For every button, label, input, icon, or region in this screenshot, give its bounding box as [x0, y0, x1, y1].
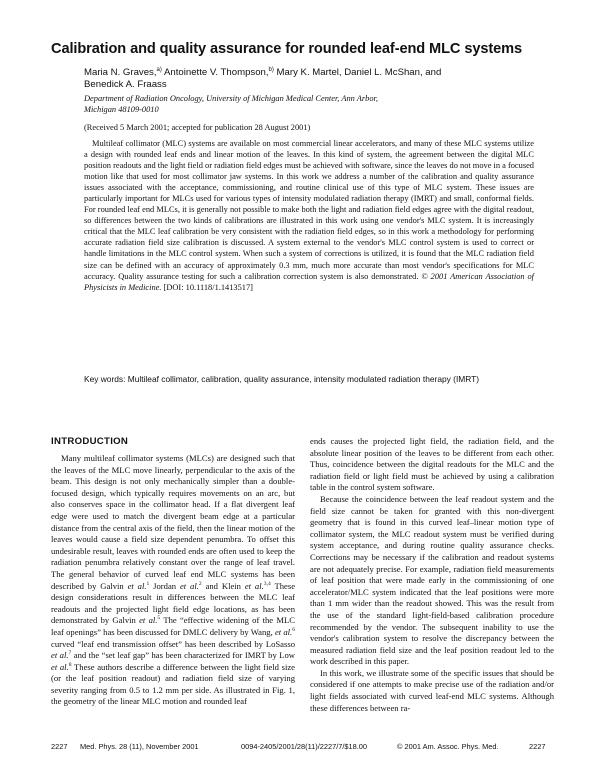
affiliation: Department of Radiation Oncology, University of Michigan Medical Center, Ann Arbor, Michigan 48109-0010 — [84, 94, 378, 114]
abstract-copyright: © 2001 American Association of Physicists in Medicine. — [84, 271, 535, 292]
text-run: curved “leaf end transmission offset” has been described by LoSasso — [51, 638, 295, 649]
reference-mark: 2 — [198, 580, 202, 587]
abstract-text: Multileaf collimator (MLC) systems are available on most commercial linear accelerators, and many of these MLC systems utilize a design with rounded leaf ends and linear motion of the leaves. In this kind of system, the agreement between the digital MLC position readouts and the light field or radiation field edges must be achieved with software, since the leaves do not move in a focused motion like that used for most collimator jaw systems. In this work we address a number of the calibration and quality assurance issues associated with the acceptance, commissioning, and routine clinical use of this type of MLC system. These issues are particularly important for MLCs used for various types of intensity modulated radiation therapy (IMRT) and small, conformal fields. For rounded leaf end MLCs, it is generally not possible to make both the light and radiation field edges agree with the digital readout, so differences between the two kinds of calibrations are illustrated in this work using one vendor's MLC system. It is increasingly critical that the MLC leaf calibration be very consistent with the radiation field edges, so in this work a methodology for performing accurate radiation field size calibration is discussed. A system external to the vendor's MLC control system is used to correct or handle limitations in the MLC control system. When such a system of corrections is utilized, it is found that the MLC radiation field size can be defined with an accuracy of approximately 0.3 mm, much more accurate than most vendor's specifications for MLC accuracy. Quality assurance testing for such a calibration correction system is also demonstrated. — [84, 139, 534, 281]
reference-mark: 6 — [292, 627, 296, 634]
reference-mark: 8 — [68, 661, 72, 668]
reference-mark: 7 — [68, 650, 72, 657]
author-2-footnote-mark: b) — [268, 66, 274, 73]
text-run: and the “set leaf gap” has been characterized for IMRT by Low — [71, 650, 295, 661]
footer-journal: Med. Phys. 28 (11), November 2001 — [80, 742, 199, 751]
et-al: et al. — [127, 580, 147, 591]
keywords: Key words: Multileaf collimator, calibration, quality assurance, intensity modulated radiation therapy (IMRT) — [84, 374, 480, 384]
abstract — [84, 138, 534, 293]
page-footer — [51, 741, 551, 753]
author-list — [84, 67, 484, 91]
right-column — [310, 436, 554, 714]
footer-copyright: © 2001 Am. Assoc. Phys. Med. — [397, 742, 499, 751]
author-last: Benedick A. Fraass — [84, 79, 167, 90]
author-1: Maria N. Graves, — [84, 67, 157, 78]
text-run: and Klein — [201, 580, 245, 591]
text-run: These design considerations result in differences between the MLC leaf readouts and the projected light field edge locations, as has been demonstrated by Galvin — [51, 580, 296, 626]
text-run: These authors describe a difference between the light field size (or the leaf position readout) and radiation field size of varying severity ranging from 0.5 to 1.2 mm per side. As illustrated in Fig. 1, the geometry of the linear MLC motion and rounded leaf — [51, 661, 295, 707]
intro-paragraph-3: In this work, we illustrate some of the specific issues that should be considered if one attempts to make precise use of the radiation and/or light fields associated with curved leaf-end MLC systems. Although these differences between ra- — [310, 667, 554, 713]
intro-paragraph-1-continued: ends causes the projected light field, the radiation field, and the absolute linear position of the leaves to be different from each other. Thus, coincidence between the digital readouts for the MLC and the radiation field or light field must be achieved by using a calibration table in the control system software. — [310, 436, 554, 493]
author-1-footnote-mark: a) — [156, 66, 162, 73]
reference-mark: 1 — [146, 580, 150, 587]
footer-page-number-left: 2227 — [51, 742, 68, 751]
et-al: et al. — [139, 615, 158, 626]
abstract-doi: [DOI: 10.1118/1.1413517] — [163, 282, 253, 292]
et-al: et al. — [51, 661, 69, 672]
text-run: Many multileaf collimator systems (MLCs) are designed such that the leaves of the MLC move linearly, perpendicular to the axis of the beam. This design is not only mechanically simpler than a double-focused design, which typically requires movements on an arc, but also conserves space in the collimator head. If a flat divergent leaf edge were used to match the divergent beam edge at a particular distance from the central axis of the field, then the linear motion of the leaves would cause a field size dependent penumbra. To offset this undesirable result, leaves with rounded ends are often used to keep the radiation penumbra relatively constant over the range of leaf travel. The general behavior of curved leaf end MLC systems has been described by Galvin — [51, 453, 295, 591]
section-heading-introduction: INTRODUCTION — [51, 436, 129, 447]
intro-paragraph-1 — [51, 453, 295, 708]
author-rest: Mary K. Martel, Daniel L. McShan, and — [273, 67, 442, 78]
article-title: Calibration and quality assurance for rounded leaf-end MLC systems — [51, 41, 523, 57]
footer-page-number-right: 2227 — [529, 742, 546, 751]
left-column — [51, 420, 295, 708]
text-run: The “effective widening of the MLC leaf openings” has been discussed for DMLC delivery by Wang, — [51, 615, 295, 637]
author-2: Antoinette V. Thompson, — [161, 67, 269, 78]
et-al: et al. — [179, 580, 199, 591]
reference-mark: 3,4 — [263, 580, 271, 587]
text-run: Jordan — [149, 580, 180, 591]
received-dates: (Received 5 March 2001; accepted for publication 28 August 2001) — [84, 123, 311, 132]
et-al: et al. — [274, 626, 293, 637]
reference-mark: 5 — [157, 615, 161, 622]
footer-article-code: 0094-2405/2001/28(11)/2227/7/$18.00 — [241, 742, 368, 751]
intro-paragraph-2: Because the coincidence between the leaf readout system and the field size cannot be taken for granted with this non-divergent geometry that is found in this curved leaf–linear motion type of collimator system, the MLC readout system must be verified during system acceptance, and during routine quality assurance checks. Corrections may be necessary if the calibration and readout systems are not adequately precise. For example, radiation field measurements of leaf position that were made early in the commissioning of one accelerator/MLC system indicated that the leaf positions were more than 1 mm wider than the readout showed. This was the result from the use of the standard light-field-based calibration procedure recommended by the vendor. The subsequent inability to use the vendor's calibration system to resolve the discrepancy between the measured radiation field size and the leaf position readout led to the work described in this paper. — [310, 493, 554, 667]
et-al: et al. — [51, 650, 69, 661]
et-al: et al. — [244, 580, 264, 591]
